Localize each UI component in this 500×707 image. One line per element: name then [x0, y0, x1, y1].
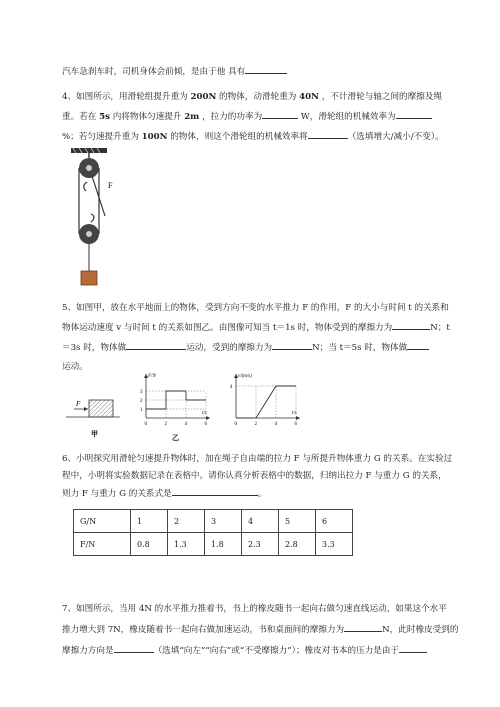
ceiling-icon: [71, 148, 107, 153]
force-time-chart: [136, 370, 216, 444]
q5-line-4: 运动。: [62, 362, 88, 372]
question-5: [62, 301, 462, 374]
table-cell: 0.8: [131, 533, 168, 556]
velocity-time-chart: [226, 370, 306, 444]
y-tick-label: 3: [140, 390, 143, 395]
x-tick-label: 6: [204, 422, 207, 427]
svg-text:F: F: [76, 400, 81, 408]
force-label-f: F: [108, 181, 113, 190]
motion-blank-1[interactable]: [126, 340, 186, 350]
movable-pulley-icon: [79, 224, 99, 244]
q7-line-3: 摩擦力方向是 （选填“向左”“向右”或“不受摩擦力”）；橡皮对书本的压力是由于: [62, 643, 462, 658]
table-row: [74, 533, 353, 556]
friction-blank[interactable]: [344, 622, 382, 632]
table-cell: 6: [316, 510, 353, 533]
q5-line-1: 5、如图甲，放在水平地面上的物体，受到方向不变的水平推力 F 的作用，F 的大小与时间 t 的关系和: [62, 303, 449, 313]
block-icon: [89, 400, 113, 417]
pressure-blank[interactable]: [399, 643, 427, 653]
answer-blank[interactable]: [245, 64, 287, 74]
weight-block-icon: [81, 271, 97, 285]
table-cell: 2.3: [242, 533, 279, 556]
figure-yi-label: 乙: [172, 434, 179, 442]
table-cell: 2: [168, 510, 205, 533]
q5-line-3: ＝3s 时，物体做 运动，受到的摩擦力为 N；当 t＝5s 时，物体做: [62, 340, 462, 355]
question-4: [62, 90, 462, 144]
table-cell: 2.8: [279, 533, 316, 556]
question-7: [62, 602, 462, 658]
x-axis-label: t/s: [202, 411, 207, 416]
table-cell: 5: [279, 510, 316, 533]
q6-line-1: 6、小明探究用滑轮匀速提升物体时，加在绳子自由端的拉力 F 与所提升物体重力 G 的关系。在实验过: [62, 454, 453, 464]
table-cell: 3.3: [316, 533, 353, 556]
motion-blank-2[interactable]: [407, 340, 429, 350]
q6-line-2: 程中，小明将实验数据记录在表格中。请你认真分析表格中的数据，归纳出拉力 F 与重力 G 的关系，: [62, 471, 447, 481]
table-cell: 1: [131, 510, 168, 533]
direction-blank[interactable]: [114, 643, 154, 653]
q7-line-1: 7、如图所示，当用 4N 的水平推力推着书，书上的橡皮随书一起向右做匀速直线运动，如果这个水平: [62, 604, 447, 614]
table-cell: G/N: [74, 510, 131, 533]
q4-line-1: 4、如图所示，用滑轮组提升重为 200N 的物体，动滑轮重为 40N ，不计滑轮与轴之间的摩擦及绳: [62, 92, 443, 102]
table-cell: 1.8: [205, 533, 242, 556]
q6-line-3: 则力 F 与重力 G 的关系式是 。: [62, 486, 462, 501]
figure-jia: [66, 388, 126, 440]
efficiency-blank[interactable]: [396, 109, 432, 119]
x-tick-label: 4: [184, 422, 187, 427]
velocity-series-line: [236, 386, 296, 418]
power-blank[interactable]: [262, 109, 298, 119]
x-tick-label: 2: [254, 422, 257, 427]
q4-line-3: %；若匀速提升重为 100N 的物体，则这个滑轮组的机械效率将 （选填增大/减小/不变）。: [62, 129, 462, 144]
q4-line-2: 重。若在 5s 内将物体匀速提升 2m ，拉力的功率为 W，滑轮组的机械效率为: [62, 109, 462, 124]
x-tick-label: 6: [294, 422, 297, 427]
friction-blank-2[interactable]: [272, 340, 312, 350]
y-tick-label: 4: [230, 385, 233, 390]
data-table: [73, 509, 353, 556]
relation-blank[interactable]: [172, 486, 258, 496]
q5-line-2: 物体运动速度 v 与时间 t 的关系如图乙。由图像可知当 t＝1s 时，物体受到的摩擦力为 N；t: [62, 320, 462, 335]
q7-line-2: 推力增大到 7N，橡皮随着书一起向右做加速运动，书和桌面间的摩擦力为 N，此时橡皮受到的: [62, 622, 462, 637]
figure-jia-label: 甲: [91, 430, 98, 438]
table-cell: F/N: [74, 533, 131, 556]
y-axis-label: F/N: [148, 374, 156, 379]
y-axis-label: v/(m/s): [238, 374, 252, 379]
x-axis-label: t/s: [292, 411, 297, 416]
y-tick-label: 2: [140, 399, 143, 404]
x-tick-label: 0: [144, 422, 147, 427]
table-cell: 1.3: [168, 533, 205, 556]
pulley-figure: [62, 148, 122, 290]
fixed-pulley-icon: [79, 158, 99, 178]
efficiency-change-blank[interactable]: [308, 129, 348, 139]
x-tick-label: 0: [234, 422, 237, 427]
x-tick-label: 4: [274, 422, 277, 427]
table-cell: 4: [242, 510, 279, 533]
y-tick-label: 1: [140, 408, 143, 413]
q3-tail: 汽车急刹车时，司机身体会前倾，是由于他 具有: [62, 64, 462, 79]
friction-blank-1[interactable]: [392, 320, 430, 330]
table-row: [74, 510, 353, 533]
x-tick-label: 2: [164, 422, 167, 427]
question-6: [62, 452, 462, 501]
table-cell: 3: [205, 510, 242, 533]
